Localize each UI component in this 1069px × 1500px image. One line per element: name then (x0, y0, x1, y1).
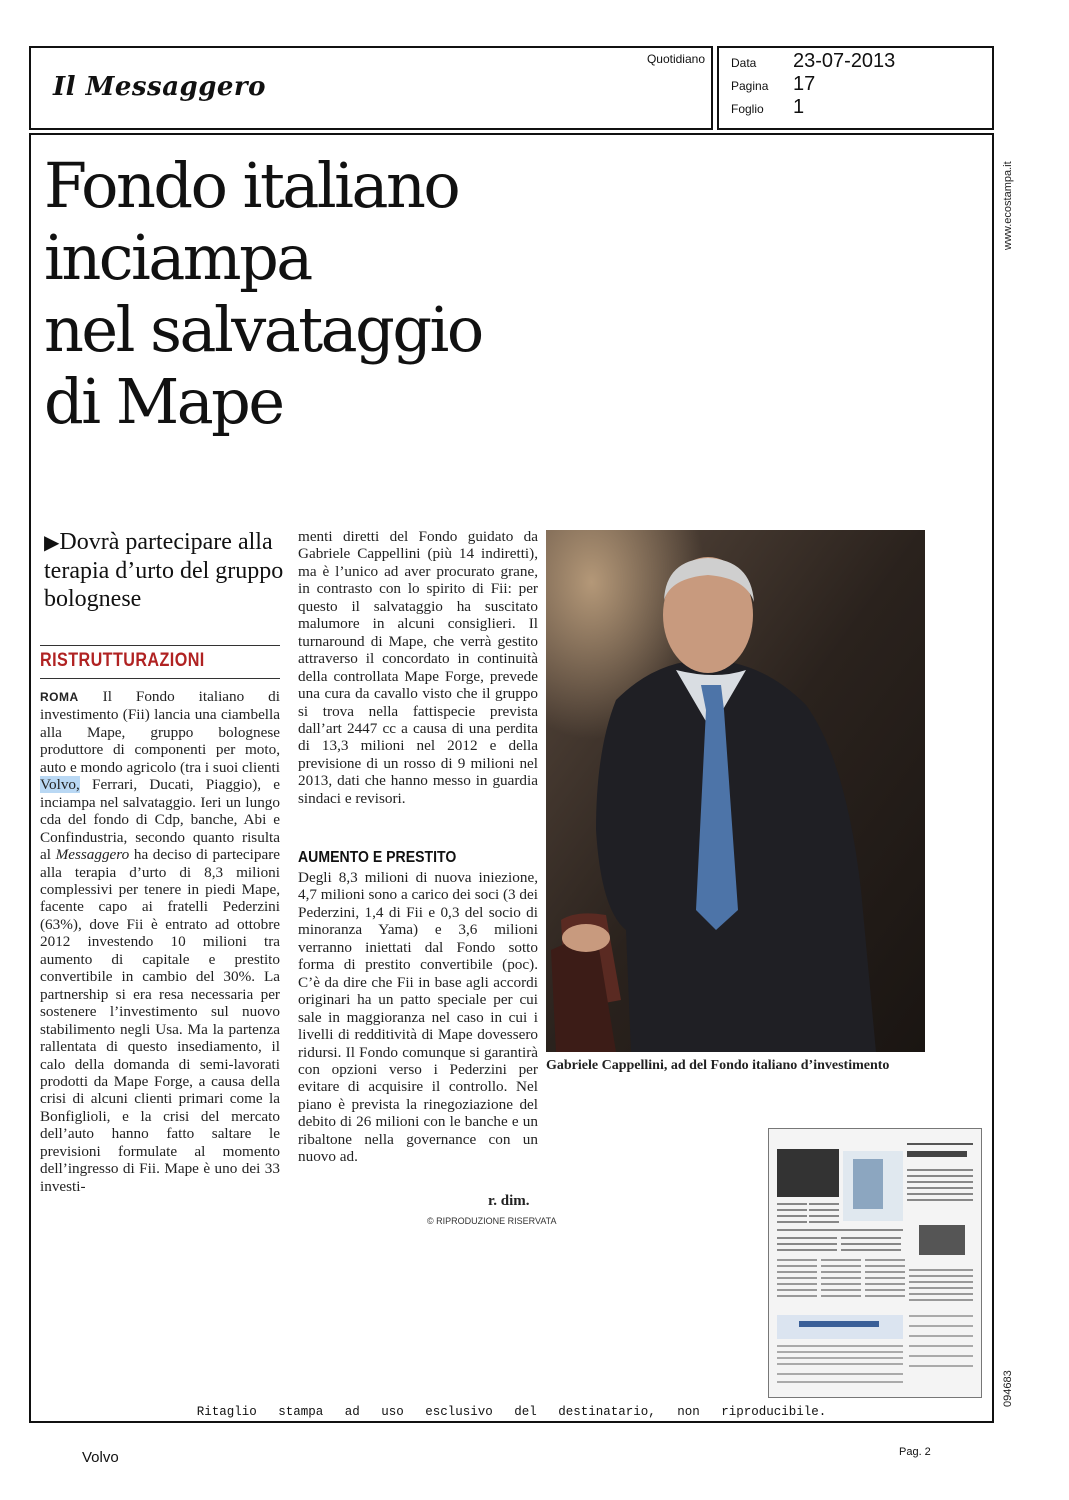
section-rule (40, 645, 280, 646)
masthead-box (29, 46, 713, 130)
subheadline-text: Dovrà partecipare alla terapia d’urto del gruppo bolognese (44, 529, 284, 612)
article-column-2: menti diretti del Fondo guidato da Gabriele Cappellini (più 14 indiretti), ma è l’unico ad aver procurato grane, in contrasto con lo spirito di Fii: per questo il salvataggio ha suscitato malumore in alcuni consiglieri. Il turnaround di Mape, che verrà gestito attraverso il concordato in continuità della controllata Mape Forge, prevede una cura da cavallo visto che il gruppo si trova nella fattispecie prevista dall’art 2447 cc a causa di una perdita di 13,3 milioni nel 2012 e della previsione di un rosso di 9 milioni nel 2013, dati che hanno messo in guardia sindaci e revisori. (298, 528, 538, 807)
page-number: Pag. 2 (899, 1446, 931, 1458)
body-text: Ferrari, Ducati, Piaggio), e inciampa nel salvataggio. Ieri un lungo cda del fondo di Cdp, banche, Abi e Confindustria, secondo quanto risulta al (40, 776, 281, 864)
section-rule (40, 678, 280, 679)
page-label: Pagina (731, 79, 769, 93)
dateline: ROMA (40, 690, 79, 704)
body-text: Il Fondo italiano di investimento (Fii) lancia una ciambella alla Mape, gruppo bolognese produttore di componenti per moto, auto e mondo agricolo (tra i suoi clienti (40, 688, 280, 776)
subheadline (44, 528, 294, 613)
portrait-photo (546, 530, 925, 1052)
headline-line: inciampa (44, 221, 311, 294)
footer-note: Ritaglio stampa ad uso esclusivo del destinatario, non riproducibile. (196, 1405, 827, 1419)
page-value: 17 (793, 73, 816, 95)
publication-type: Quotidiano (646, 52, 705, 66)
author-signature: r. dim. (488, 1193, 530, 1209)
headline-line: di Mape (44, 365, 283, 438)
sheet-label: Foglio (731, 102, 764, 116)
section-label: RISTRUTTURAZIONI (40, 650, 205, 671)
highlighted-keyword: Volvo, (40, 776, 80, 794)
arrow-icon: ▶ (44, 532, 60, 554)
headline-line: Fondo italiano (44, 149, 459, 222)
side-code: 094683 (1002, 1370, 1014, 1407)
body-text: ha deciso di partecipare alla terapia d’urto di 8,3 milioni complessivi per tenere in piedi Mape, facente capo ai fratelli Pederzini (63%), dove Fii è entrato ad ottobre 2012 investendo 10 milioni tra aumento di capitale e prestito convertibile in cambio del 30%. La partnership si era resa necessaria per sostenere l’investimento sul nuovo stabilimento negli Usa. Ma la partenza rallentata di questo insediamento, il calo della domanda di semi-lavorati prodotti da Mape Forge, a causa della crisi di alcuni clienti primari come la Bonfiglioli, e la crisi del mercato dell’auto hanno fatto saltare le previsioni formulate al momento dell’ingresso di Fii. Mape è uno dei 33 investi- (40, 846, 281, 1195)
date-value: 23-07-2013 (793, 50, 896, 72)
publication-logo: Il Messaggero (53, 72, 266, 102)
page-thumbnail (768, 1128, 982, 1398)
portrait-illustration (546, 530, 925, 1052)
keyword-label: Volvo (82, 1449, 119, 1466)
sheet-value: 1 (793, 96, 805, 118)
publication-mention: Messaggero (55, 846, 130, 864)
article-column-2b: Degli 8,3 milioni di nuova iniezione, 4,7 milioni sono a carico dei soci (3 dei Pederzini, 1,4 di Fii e 0,3 del socio di minoranza Yama) e 3,6 milioni verranno iniettati dal Fondo sotto forma di prestito convertibile (poc). C’è da dire che Fii in base agli accordi originari ha un patto speciale per cui sale in maggioranza nel caso in cui i livelli di redditività di Mape dovessero ridursi. Il Fondo comunque si garantirà con opzioni verso i Pederzini per evitare di acquisire il controllo. Nel piano è prevista la rinegoziazione del debito di 26 milioni con le banche e un ribaltone nella governance con un nuovo ad. (298, 869, 538, 1166)
meta-box (717, 46, 994, 130)
article-column-1 (40, 688, 280, 1195)
page-thumbnail-illustration (769, 1129, 981, 1397)
headline (44, 150, 604, 438)
date-label: Data (731, 56, 757, 70)
side-url: www.ecostampa.it (1002, 161, 1014, 250)
copyright-note: © RIPRODUZIONE RISERVATA (427, 1216, 557, 1226)
subhead: AUMENTO E PRESTITO (298, 849, 457, 866)
headline-line: nel salvataggio (44, 293, 482, 366)
photo-caption: Gabriele Cappellini, ad del Fondo italiano d’investimento (546, 1058, 890, 1073)
